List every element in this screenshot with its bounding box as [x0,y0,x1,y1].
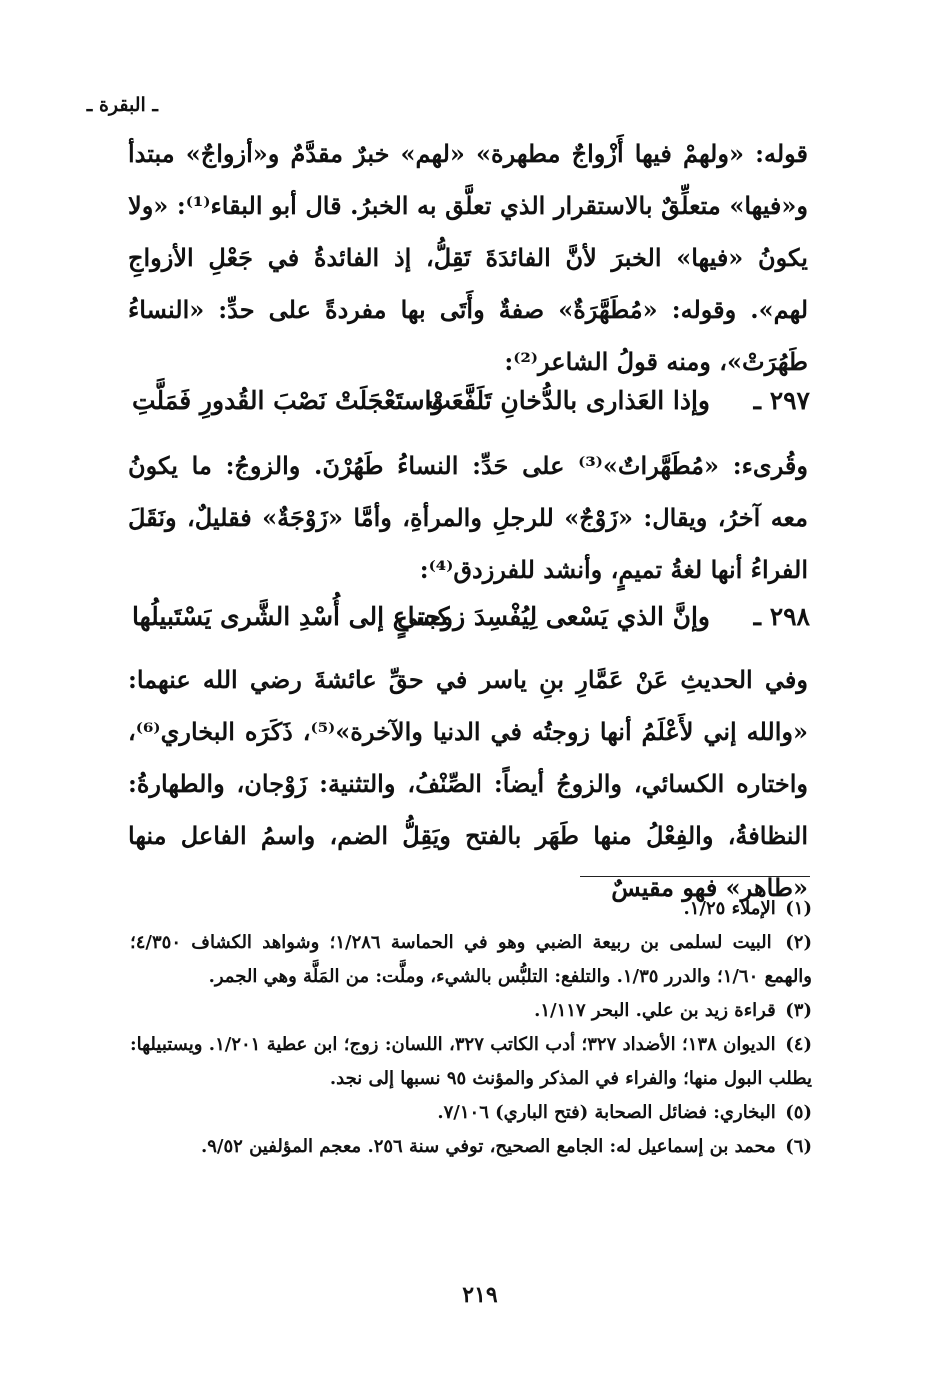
footnote-separator [580,876,810,877]
body-paragraph-1 [128,128,808,388]
verse-297 [128,386,810,436]
footnote-number: (٦) [785,1136,812,1157]
footnote-text: محمد بن إسماعيل له: الجامع الصحيح، توفي سنة ٢٥٦. معجم المؤلفين ٩/٥٢. [200,1136,776,1157]
footnote-text: قراءة زيد بن علي. البحر ١/١١٧. [534,1000,776,1021]
verse-first-hemistich: وإنَّ الذي يَسْعى لِيُفْسِدَ زوجتي [397,602,710,631]
verse-number: ٢٩٧ ـ [753,386,810,415]
page-number: ٢١٩ [462,1282,498,1308]
footnote-3 [130,994,812,1028]
footnote-1 [130,892,812,926]
footnote-2 [130,926,812,994]
footnote-text: الإملاء ١/٢٥. [683,898,776,919]
footnote-number: (٤) [785,1034,812,1055]
running-header: ـ البقرة ـ [86,94,158,116]
footnote-text: البخاري: فضائل الصحابة (فتح الباري) ٧/١٠٦. [437,1102,776,1123]
footnotes [130,892,812,1164]
verse-second-hemistich: واستَعْجَلَتْ نَصْبَ القُدورِ فَمَلَّتِ [132,386,444,415]
footnote-number: (٢) [785,932,812,953]
footnote-text: البيت لسلمى بن ربيعة الضبي وهو في الحماسة ١/٢٨٦؛ وشواهد الكشاف ٤/٣٥٠؛ والهمع ١/٦٠؛ والدرر ١/٣٥. والتلفع: التلبُّس بالشيء، وملَّت: من المَلَّة وهي الجمر. [130,932,812,987]
footnote-4 [130,1028,812,1096]
body-paragraph-3 [128,654,808,914]
verse-second-hemistich: كساعٍ إلى أُسْدِ الشَّرى يَسْتَبيلُها [132,602,450,631]
verse-298 [128,602,810,652]
paragraph-text: وفي الحديثِ عَنْ عَمَّارِ بنِ ياسر في حقِّ عائشةَ رضي الله عنهما: «والله إني لأَعْلَمُ أنها زوجتُه في الدنيا والآخرة»⁽⁵⁾، ذَكَرَه البخاري⁽⁶⁾، واختاره الكسائي، والزوجُ أيضاً: الصِّنْفُ، والتثنية: زَوْجان، والطهارةُ: النظافةُ، والفِعْلُ منها طَهَر بالفتح ويَقِلُّ الضم، واسمُ الفاعل منها «طاهر» فهو مقيسٌ [128,665,808,902]
footnote-6 [130,1130,812,1164]
paragraph-text: وقُرىء: «مُطَهَّراتٌ»⁽³⁾ على حَدِّ: النساءُ طَهُرْنَ. والزوجُ: ما يكونُ معه آخرُ، ويقال: «زَوْجٌ» للرجلِ والمرأةِ، وأمَّا «زَوْجَةٌ» فقليلٌ، ونَقَلَ الفراءُ أنها لغةُ تميمٍ، وأنشد للفرزدق⁽⁴⁾: [128,451,808,584]
footnote-number: (٥) [785,1102,812,1123]
verse-first-hemistich: وإذا العَذارى بالدُّخانِ تَلَفَّعَتْ [427,386,710,415]
paragraph-text: قوله: «ولهمْ فيها أَزْواجٌ مطهرة» «لهم» خبرٌ مقدَّمٌ و«أزواجٌ» مبتدأ و«فيها» متعلِّقٌ بالاستقرار الذي تعلَّق به الخبرُ. قال أبو البقاء⁽¹⁾: «ولا يكونُ «فيها» الخبرَ لأنَّ الفائدَةَ تَقِلُّ، إذ الفائدةُ في جَعْلِ الأزواجِ لهم». وقوله: «مُطَهَّرَةٌ» صفةٌ وأَتَى بها مفردةً على حدِّ: «النساءُ طَهُرَتْ»، ومنه قولُ الشاعر⁽²⁾: [128,139,809,376]
footnote-text: الديوان ١٣٨؛ الأضداد ٣٢٧؛ أدب الكاتب ٣٢٧، اللسان: زوج؛ ابن عطية ١/٢٠١. ويستبيلها: يطلب البول منها؛ والفراء في المذكر والمؤنث ٩٥ نسبها إلى نجد. [130,1034,812,1089]
body-paragraph-2 [128,440,808,596]
footnote-number: (٣) [785,1000,812,1021]
footnote-5 [130,1096,812,1130]
footnote-number: (١) [785,898,812,919]
verse-number: ٢٩٨ ـ [753,602,810,631]
